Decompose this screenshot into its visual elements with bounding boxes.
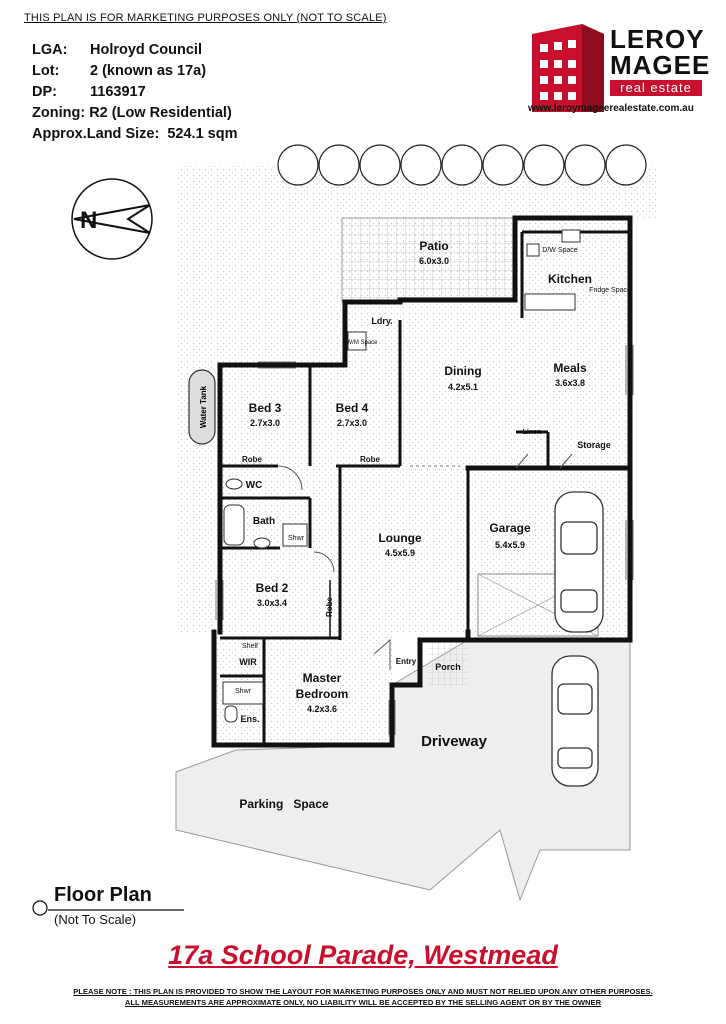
storage-label: Storage [577,440,611,450]
lounge-size: 4.5x5.9 [384,548,416,558]
porch-label: Porch [435,662,461,672]
garage-label: Garage [489,521,531,535]
logo-line-1: LEROY [610,24,705,54]
wc-label: WC [245,480,263,491]
entry-label: Entry [395,657,417,666]
info-lga: LGA: Holroyd Council [32,42,202,58]
bed2-label: Bed 2 [255,581,289,595]
info-dp: DP: 1163917 [32,84,146,100]
fridge-space-label: Fridge Space [589,287,631,294]
meals-label: Meals [553,361,587,375]
car-icon-2 [552,656,598,786]
car-icon [555,492,603,632]
master-label-2: Bedroom [295,687,349,701]
robe-label-bed2: Robe [325,597,334,617]
kitchen-label: Kitchen [547,272,593,286]
patio-label: Patio [419,239,449,253]
meals-size: 3.6x3.8 [554,378,586,388]
wir-label: WIR [239,657,257,667]
wm-space-label: W/M Space [346,340,378,346]
info-zoning: Zoning: R2 (Low Residential) [32,105,232,121]
title-marker-icon [33,901,47,915]
svg-text:N: N [80,207,98,234]
bath-label: Bath [252,516,276,527]
bed3-label: Bed 3 [248,401,282,415]
info-lot: Lot: 2 (known as 17a) [32,63,207,79]
property-address: 17a School Parade, Westmead [168,940,558,970]
logo-line-3: real estate [610,80,702,96]
ens-shwr-label: Shwr [235,688,251,695]
note-line-2: ALL MEASUREMENTS ARE APPROXIMATE ONLY, NO LIABILITY WILL BE ACCEPTED BY THE SELLING AGENT OR BY THE OWNER [124,998,602,1007]
dining-label: Dining [444,364,482,378]
bed2-size: 3.0x3.4 [256,598,288,608]
floor-plan-title: Floor Plan [54,884,152,906]
linen-label: Linen [522,429,542,436]
laundry-label: Ldry. [371,316,393,326]
logo-line-2: MAGEE [610,50,711,80]
north-compass-icon [72,179,152,259]
patio-size: 6.0x3.0 [418,256,450,266]
info-land-size: Approx.Land Size: 524.1 sqm [32,126,238,142]
shwr-label: Shwr [288,535,304,542]
garage-size: 5.4x5.9 [494,540,526,550]
ens-label: Ens. [240,714,260,724]
master-size: 4.2x3.6 [306,704,338,714]
floor-plan-subtitle: (Not To Scale) [54,912,137,927]
lounge-label: Lounge [378,531,422,545]
driveway-label: Driveway [421,733,487,750]
master-label: Master [302,671,342,685]
hedge [278,145,646,185]
website-link[interactable]: www.leroymageerealestate.com.au [528,103,694,114]
bed4-label: Bed 4 [335,401,369,415]
dining-size: 4.2x5.1 [447,382,479,392]
note-line-1: PLEASE NOTE : THIS PLAN IS PROVIDED TO SHOW THE LAYOUT FOR MARKETING PURPOSES ONLY AND MUST NOT RELIED UPON ANY OTHER PURPOSES. [73,987,653,996]
shelf-label: Shelf [242,643,258,650]
robe-label-bed3: Robe [242,455,262,464]
parking-label: Parking Space [239,797,329,811]
bed3-size: 2.7x3.0 [249,418,281,428]
water-tank-label: Water Tank [199,385,208,429]
top-disclaimer: THIS PLAN IS FOR MARKETING PURPOSES ONLY (NOT TO SCALE) [24,12,387,24]
bed4-size: 2.7x3.0 [336,418,368,428]
robe-label-bed4: Robe [360,455,380,464]
dw-space-label: D/W Space [542,247,578,254]
